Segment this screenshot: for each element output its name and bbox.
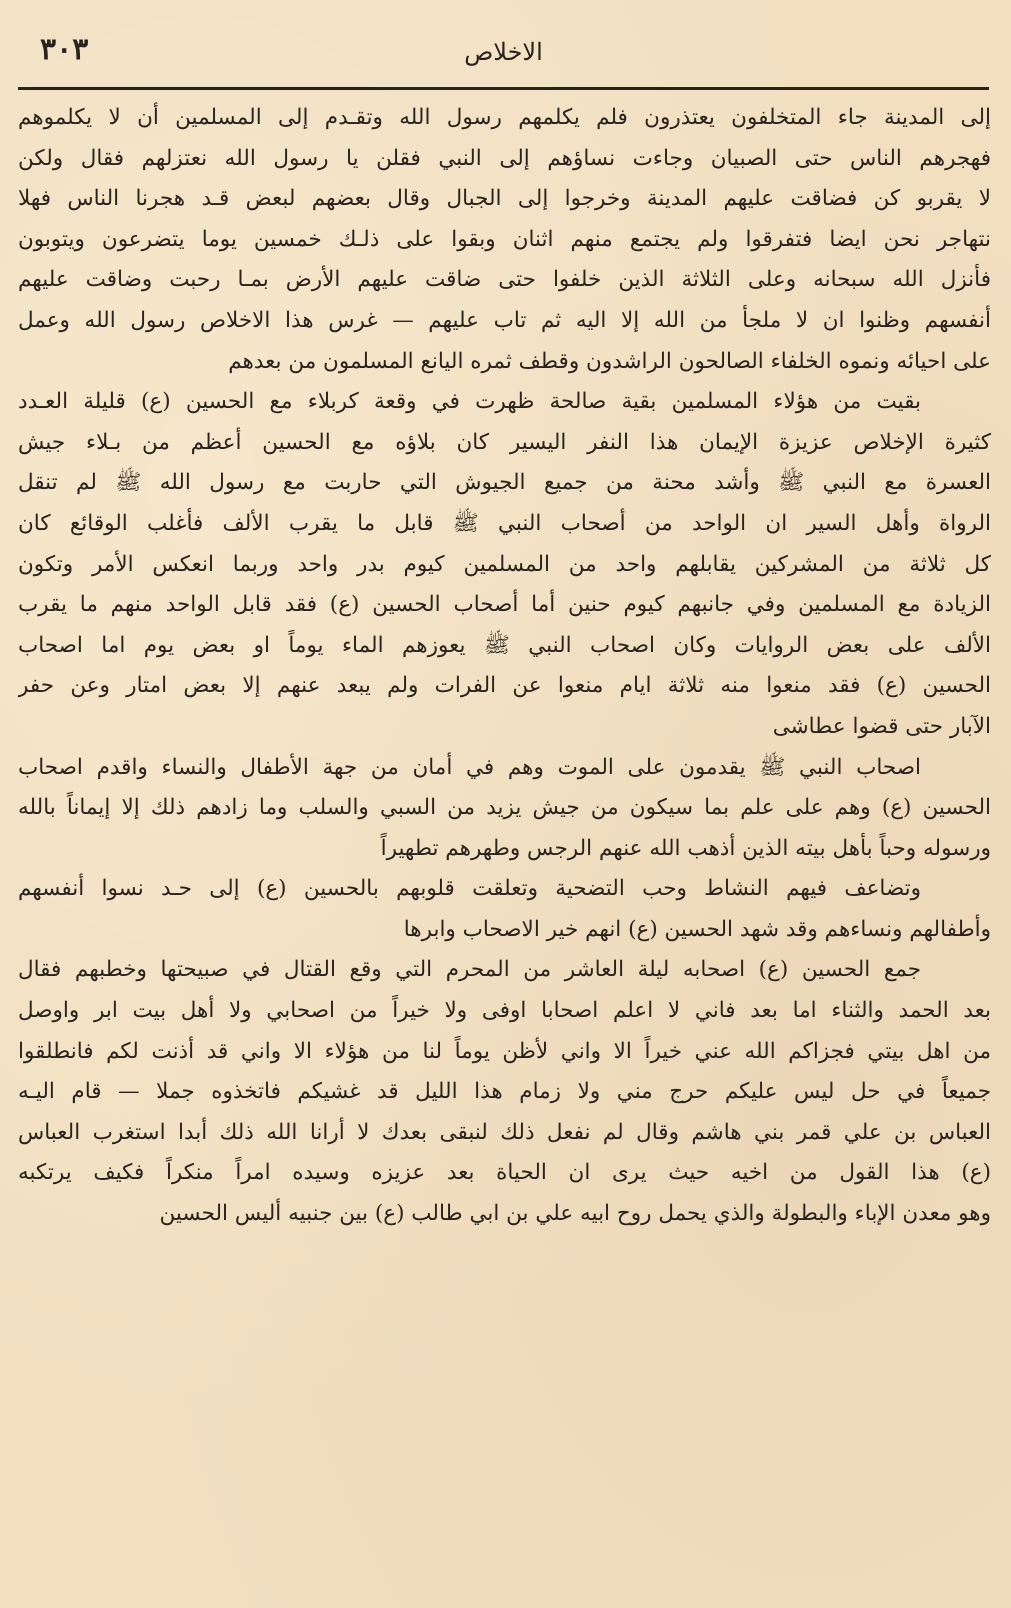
text-line: فهجرهم الناس حتى الصبيان وجاءت نساؤهم إلى النبي فقلن يا رسول الله نعتزلهم فقال ولكن	[18, 145, 991, 171]
text-line: إلى المدينة جاء المتخلفون يعتذرون فلم يكلمهم رسول الله وتقـدم إلى المسلمين أن لا يكلموهم	[18, 105, 991, 130]
text-line: بقيت من هؤلاء المسلمين بقية صالحة ظهرت في وقعة كربلاء مع الحسين (ع) قليلة العـدد	[18, 389, 921, 415]
text-line: العسرة مع النبي ﷺ وأشد محنة من جميع الجيوش التي حاربت مع رسول الله ﷺ لم تنقل	[18, 470, 991, 496]
text-line: الحسين (ع) وهم على علم بما سيكون من جيش يزيد من السبي والسلب وما زادهم ذلك إلا إيماناً بالله	[18, 795, 991, 821]
body-text	[18, 98, 991, 1235]
text-line: (ع) هذا القول من اخيه حيث يرى ان الحياة بعد عزيزه وسيده امراً منكراً فكيف يرتكبه	[18, 1160, 991, 1186]
text-line: جميعاً في حل ليس عليكم حرج مني ولا زمام هذا الليل قد غشيكم فاتخذوه جملا — قام اليـه	[18, 1079, 991, 1105]
text-line: جمع الحسين (ع) اصحابه ليلة العاشر من المحرم التي وقع القتال في صبيحتها وخطبهم فقال	[18, 957, 921, 983]
text-line: اصحاب النبي ﷺ يقدمون على الموت وهم في أمان من جهة الأطفال والنساء واقدم اصحاب	[18, 754, 921, 780]
text-line: الآبار حتى قضوا عطاشى	[772, 713, 991, 739]
header-rule	[18, 87, 989, 90]
page-number: ٣٠٣	[40, 32, 89, 67]
text-line: ورسوله وحباً بأهل بيته الذين أذهب الله عنهم الرجس وطهرهم تطهيراً	[380, 835, 991, 861]
text-line: فأنزل الله سبحانه وعلى الثلاثة الذين خلفوا حتى ضاقت عليهم الأرض بمـا رحبت وضاقت عليهم	[18, 267, 991, 293]
text-line: كل ثلاثة من المشركين يقابلهم واحد من المسلمين كيوم بدر واحد وربما انعكس الأمر وتكون	[18, 551, 991, 577]
text-line: وتضاعف فيهم النشاط وحب التضحية وتعلقت قلوبهم بالحسين (ع) إلى حـد نسوا أنفسهم	[18, 876, 921, 902]
running-title: الاخلاص	[464, 38, 543, 66]
text-line: وهو معدن الإباء والبطولة والذي يحمل روح ابيه علي بن ابي طالب (ع) بين جنبيه أليس الحسين	[159, 1201, 991, 1227]
text-line: بعد الحمد والثناء اما بعد فاني لا اعلم اصحابا اوفى ولا خيراً من اصحابي ولا أهل بيت ابر واوصل	[18, 998, 991, 1024]
text-line: الرواة وأهل السير ان الواحد من أصحاب النبي ﷺ قابل ما يقرب الألف فأغلب الوقائع كان	[18, 510, 991, 536]
text-line: نتهاجر نحن ايضا فتفرقوا ولم يجتمع منهم اثنان وبقوا على ذلـك خمسين يوما يتضرعون ويتوبون	[18, 226, 991, 252]
text-line: كثيرة الإخلاص عزيزة الإيمان هذا النفر اليسير كان بلاؤه مع الحسين أعظم من بـلاء جيش	[18, 429, 991, 455]
text-line: الحسين (ع) فقد منعوا منه ثلاثة ايام منعوا عن الفرات ولم يبعد عنهم إلا بعض امتار وعن حفر	[18, 673, 991, 699]
page-header	[18, 28, 989, 90]
text-line: من اهل بيتي فجزاكم الله عني خيراً الا واني لأظن يوماً لنا من هؤلاء الا واني قد أذنت لكم فانطلقوا	[18, 1038, 991, 1064]
text-line: وأطفالهم ونساءهم وقد شهد الحسين (ع) انهم خير الاصحاب وابرها	[403, 916, 991, 942]
text-line: أنفسهم وظنوا ان لا ملجأ من الله إلا اليه ثم تاب عليهم — غرس هذا الاخلاص رسول الله وعمل	[18, 307, 991, 333]
text-line: العباس بن علي قمر بني هاشم وقال لم نفعل ذلك لنبقى بعدك لا أرانا الله ذلك أبدا استغرب العباس	[18, 1119, 991, 1145]
text-line: على احيائه ونموه الخلفاء الصالحون الراشدون وقطف ثمره اليانع المسلمون من بعدهم	[228, 348, 991, 374]
text-line: الألف على بعض الروايات وكان اصحاب النبي ﷺ يعوزهم الماء يوماً او بعض يوم اما اصحاب	[18, 632, 991, 658]
text-line: لا يقربو كن فضاقت عليهم المدينة وخرجوا إلى الجبال وقال بعضهم لبعض قـد هجرنا الناس فهلا	[18, 186, 991, 212]
text-line: الزيادة مع المسلمين وفي جانبهم كيوم حنين أما أصحاب الحسين (ع) فقد قابل الواحد منهم ما يقرب	[18, 592, 991, 618]
